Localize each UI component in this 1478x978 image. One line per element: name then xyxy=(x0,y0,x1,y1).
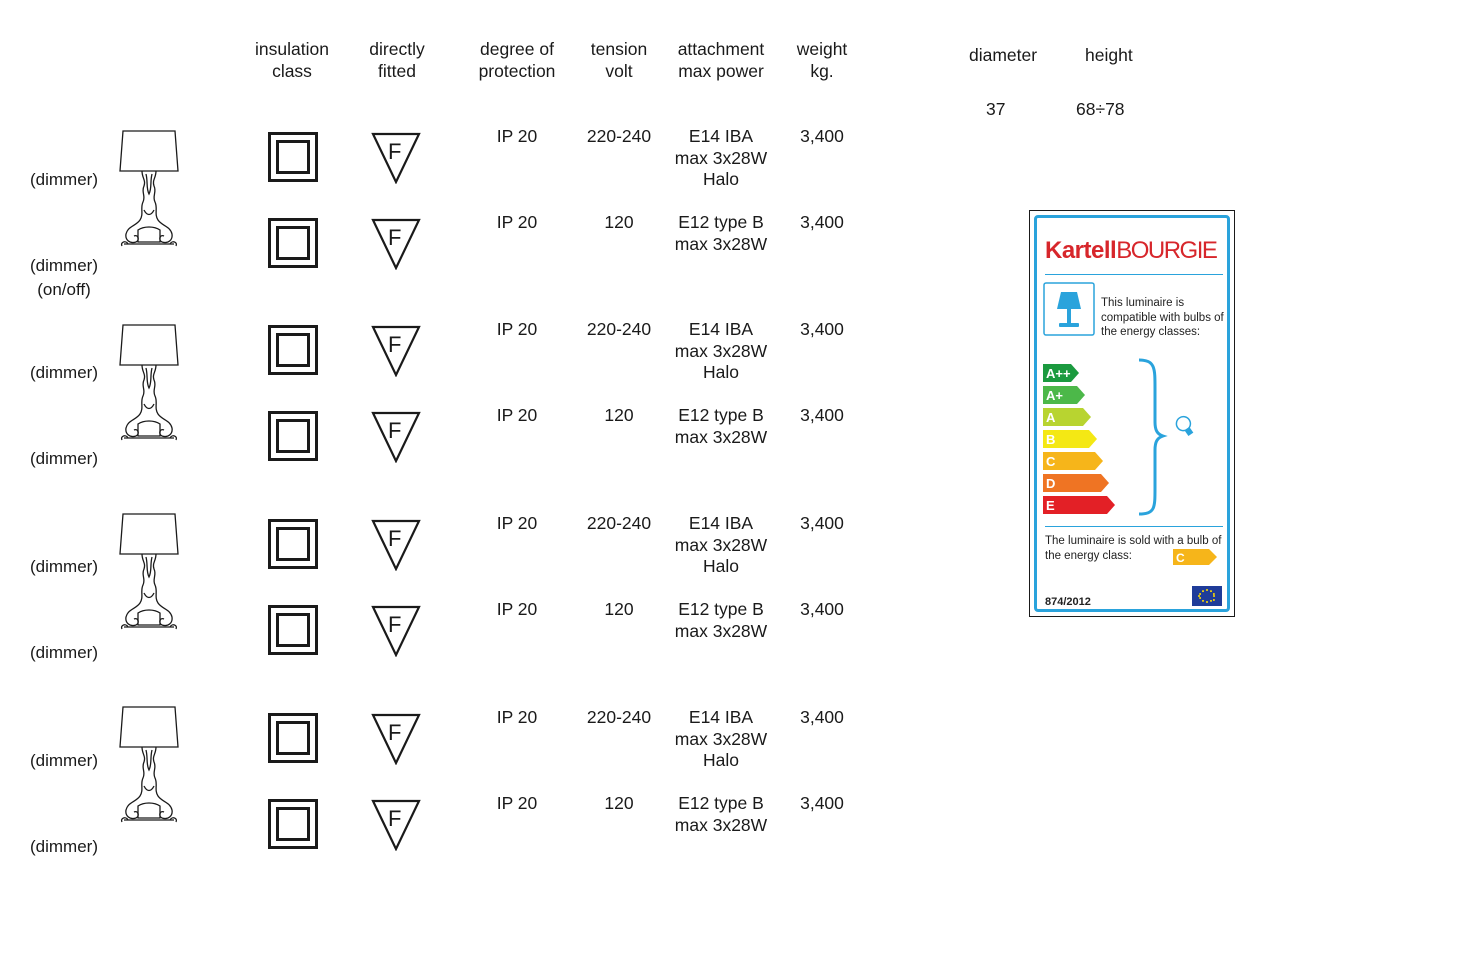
power-cell xyxy=(661,707,781,772)
fitted-letter: F xyxy=(388,332,402,357)
triangle-f-icon xyxy=(371,799,421,851)
protection-cell: IP 20 xyxy=(496,212,538,232)
power-cell xyxy=(661,599,781,642)
volt-cell: 120 xyxy=(604,793,634,813)
row-variant-label-line: (dimmer) xyxy=(30,557,98,576)
triangle-f-icon xyxy=(371,218,421,270)
row-variant-label-line: (dimmer) xyxy=(30,170,98,189)
row-variant-label xyxy=(0,835,128,859)
protection-cell: IP 20 xyxy=(496,599,538,619)
power-line: E14 IBA xyxy=(688,707,754,727)
triangle-f-icon xyxy=(371,325,421,377)
power-line: max 3x28W xyxy=(674,340,768,361)
power-line: Halo xyxy=(703,169,739,189)
table-row xyxy=(0,126,900,216)
energy-class-letter: B xyxy=(1046,432,1056,447)
table-row xyxy=(0,793,900,883)
protection-cell: IP 20 xyxy=(496,707,538,727)
table-row xyxy=(0,405,900,495)
power-cell xyxy=(661,212,781,255)
weight-cell: 3,400 xyxy=(800,707,844,727)
fitted-letter: F xyxy=(388,720,402,745)
row-variant-label-line: (dimmer) xyxy=(30,643,98,662)
power-line: E12 type B xyxy=(678,599,764,619)
double-square-icon xyxy=(268,218,318,268)
height-label: height xyxy=(1085,45,1133,65)
table-row xyxy=(0,707,900,797)
energy-class-bar xyxy=(1043,452,1103,470)
energy-regulation: 874/2012 xyxy=(1045,596,1091,608)
row-variant-label-line: (dimmer) xyxy=(30,363,98,382)
power-line: max 3x28W xyxy=(674,620,768,641)
power-line: E14 IBA xyxy=(688,513,754,533)
table-row xyxy=(0,513,900,603)
sold-class-letter: C xyxy=(1176,551,1185,565)
power-line: E12 type B xyxy=(678,212,764,232)
energy-class-letter: A+ xyxy=(1046,388,1063,403)
power-line: Halo xyxy=(703,556,739,576)
row-variant-label-line: (on/off) xyxy=(37,280,91,299)
fitted-letter: F xyxy=(388,526,402,551)
sold-class-arrow xyxy=(1173,548,1219,566)
row-variant-label xyxy=(0,168,128,192)
energy-class-bar xyxy=(1043,496,1115,514)
power-line: E14 IBA xyxy=(688,126,754,146)
row-variant-label-line: (dimmer) xyxy=(30,449,98,468)
header-attachment-max-power: attachment max power xyxy=(677,39,765,81)
weight-cell: 3,400 xyxy=(800,212,844,232)
power-line: E14 IBA xyxy=(688,319,754,339)
energy-class-bar xyxy=(1043,364,1079,382)
energy-divider xyxy=(1045,526,1223,527)
row-variant-label-line: (dimmer) xyxy=(30,837,98,856)
weight-cell: 3,400 xyxy=(800,513,844,533)
energy-class-scale xyxy=(1043,358,1233,518)
power-cell xyxy=(661,319,781,384)
power-cell xyxy=(661,126,781,191)
power-line: Halo xyxy=(703,750,739,770)
energy-class-bar xyxy=(1043,474,1109,492)
energy-class-bar xyxy=(1043,408,1091,426)
double-square-icon xyxy=(268,799,318,849)
energy-class-bar xyxy=(1043,430,1097,448)
protection-cell: IP 20 xyxy=(496,405,538,425)
eu-flag-icon xyxy=(1192,586,1222,606)
power-cell xyxy=(661,513,781,578)
row-variant-label-line: (dimmer) xyxy=(30,256,98,275)
row-variant-label xyxy=(0,254,128,302)
power-cell xyxy=(661,793,781,836)
power-line: max 3x28W xyxy=(674,426,768,447)
energy-class-letter: D xyxy=(1046,476,1056,491)
header-directly-fitted: directly fitted xyxy=(369,39,425,81)
energy-brand xyxy=(1045,238,1216,264)
fitted-letter: F xyxy=(388,139,402,164)
light-bulb-icon xyxy=(1174,414,1197,438)
fitted-letter: F xyxy=(388,418,402,443)
energy-class-letter: E xyxy=(1046,498,1055,513)
power-line: max 3x28W xyxy=(674,814,768,835)
double-square-icon xyxy=(268,325,318,375)
energy-compatible-text: This luminaire is compatible with bulbs of the energy classes: xyxy=(1101,297,1224,338)
weight-cell: 3,400 xyxy=(800,319,844,339)
triangle-f-icon xyxy=(371,519,421,571)
row-variant-label xyxy=(0,749,128,773)
energy-class-letter: C xyxy=(1046,454,1056,469)
energy-brand-name: Kartell xyxy=(1045,237,1117,264)
energy-label xyxy=(1029,210,1235,617)
header-weight: weight kg. xyxy=(796,39,848,81)
diameter-value: 37 xyxy=(986,99,1006,119)
protection-cell: IP 20 xyxy=(496,126,538,146)
power-cell xyxy=(661,405,781,448)
energy-class-bar xyxy=(1043,386,1085,404)
power-line: max 3x28W xyxy=(674,728,768,749)
double-square-icon xyxy=(268,713,318,763)
curly-brace-icon xyxy=(1139,360,1163,514)
power-line: E12 type B xyxy=(678,405,764,425)
fitted-letter: F xyxy=(388,225,402,250)
diameter-label: diameter xyxy=(969,45,1038,65)
double-square-icon xyxy=(268,411,318,461)
weight-cell: 3,400 xyxy=(800,405,844,425)
height-value: 68÷78 xyxy=(1076,99,1125,119)
double-square-icon xyxy=(268,605,318,655)
header-insulation-class: insulation class xyxy=(255,39,329,81)
row-variant-label xyxy=(0,361,128,385)
volt-cell: 220-240 xyxy=(586,319,652,339)
table-row xyxy=(0,319,900,409)
volt-cell: 220-240 xyxy=(586,126,652,146)
energy-divider xyxy=(1045,274,1223,275)
row-variant-label xyxy=(0,641,128,665)
row-variant-label-line: (dimmer) xyxy=(30,751,98,770)
volt-cell: 120 xyxy=(604,212,634,232)
triangle-f-icon xyxy=(371,132,421,184)
protection-cell: IP 20 xyxy=(496,319,538,339)
row-variant-label xyxy=(0,555,128,579)
volt-cell: 220-240 xyxy=(586,707,652,727)
triangle-f-icon xyxy=(371,411,421,463)
energy-class-letter: A++ xyxy=(1046,366,1071,381)
fitted-letter: F xyxy=(388,806,402,831)
header-degree-of-protection: degree of protection xyxy=(478,39,556,81)
energy-sold-text: The luminaire is sold with a bulb of the energy class: xyxy=(1045,535,1222,562)
energy-class-letter: A xyxy=(1046,410,1056,425)
table-row xyxy=(0,599,900,689)
double-square-icon xyxy=(268,519,318,569)
fitted-letter: F xyxy=(388,612,402,637)
energy-label-frame xyxy=(1034,215,1230,612)
triangle-f-icon xyxy=(371,713,421,765)
power-line: E12 type B xyxy=(678,793,764,813)
protection-cell: IP 20 xyxy=(496,513,538,533)
header-tension-volt: tension volt xyxy=(590,39,648,81)
energy-product-name: BOURGIE xyxy=(1116,237,1217,264)
weight-cell: 3,400 xyxy=(800,793,844,813)
power-line: max 3x28W xyxy=(674,534,768,555)
volt-cell: 120 xyxy=(604,599,634,619)
power-line: max 3x28W xyxy=(674,233,768,254)
volt-cell: 220-240 xyxy=(586,513,652,533)
triangle-f-icon xyxy=(371,605,421,657)
protection-cell: IP 20 xyxy=(496,793,538,813)
power-line: max 3x28W xyxy=(674,147,768,168)
double-square-icon xyxy=(268,132,318,182)
table-lamp-icon xyxy=(1043,282,1095,336)
weight-cell: 3,400 xyxy=(800,126,844,146)
power-line: Halo xyxy=(703,362,739,382)
volt-cell: 120 xyxy=(604,405,634,425)
weight-cell: 3,400 xyxy=(800,599,844,619)
table-row xyxy=(0,212,900,302)
row-variant-label xyxy=(0,447,128,471)
